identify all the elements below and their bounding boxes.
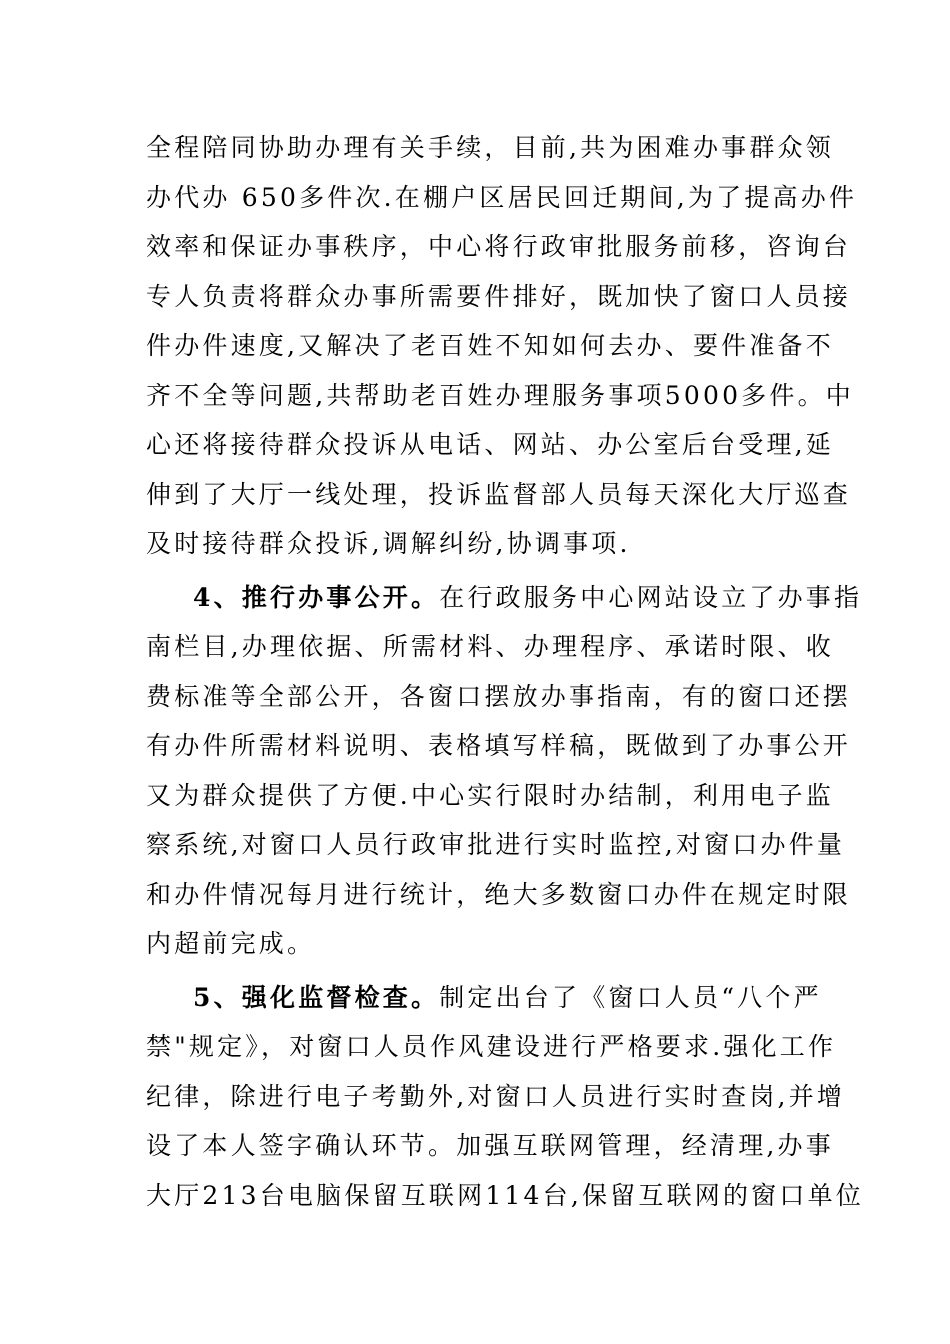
text-line-21: 设了本人签字确认环节。加强互联网管理，经清理,办事 [146,1131,834,1160]
text-line-14: 又为群众提供了方便.中心实行限时办结制，利用电子监 [146,781,834,810]
paragraph-4-first-line [193,580,863,616]
heading-item-5: 5、强化监督检查。 [193,983,440,1012]
text-line-3: 效率和保证办事秩序，中心将行政审批服务前移，咨询台 [146,232,852,261]
text-line-20: 纪律，除进行电子考勤外,对窗口人员进行实时查岗,并增 [146,1082,846,1111]
text-line-18: 制定出台了《窗口人员“八个严 [439,983,822,1012]
text-line-16: 和办件情况每月进行统计，绝大多数窗口办件在规定时限 [146,880,852,909]
heading-item-4: 4、推行办事公开。 [193,583,440,612]
text-line-17: 内超前完成。 [146,929,316,958]
text-line-22: 大厅213台电脑保留互联网114台,保留互联网的窗口单位 [146,1181,864,1210]
text-line-19: 禁"规定》，对窗口人员作风建设进行严格要求.强化工作 [146,1032,837,1061]
text-line-2: 办代办 650多件次.在棚户区居民回迁期间,为了提高办件 [146,183,858,212]
paragraph-5-first-line [193,980,822,1016]
text-line-8: 伸到了大厅一线处理，投诉监督部人员每天深化大厅巡查 [146,480,852,509]
text-line-13: 有办件所需材料说明、表格填写样稿，既做到了办事公开 [146,731,852,760]
text-line-12: 费标准等全部公开，各窗口摆放办事指南，有的窗口还摆 [146,682,852,711]
text-line-15: 察系统,对窗口人员行政审批进行实时监控,对窗口办件量 [146,830,846,859]
text-line-5: 件办件速度,又解决了老百姓不知如何去办、要件准备不 [146,331,834,360]
text-line-6: 齐不全等问题,共帮助老百姓办理服务事项5000多件。中 [146,381,854,410]
text-line-4: 专人负责将群众办事所需要件排好，既加快了窗口人员接 [146,282,852,311]
text-line-1: 全程陪同协助办理有关手续，目前,共为困难办事群众领 [146,133,834,162]
text-line-11: 南栏目,办理依据、所需材料、办理程序、承诺时限、收 [146,632,834,661]
text-line-9: 及时接待群众投诉,调解纠纷,协调事项. [146,529,631,558]
text-line-10: 在行政服务中心网站设立了办事指 [439,583,863,612]
text-line-7: 心还将接待群众投诉从电话、网站、办公室后台受理,延 [146,430,834,459]
